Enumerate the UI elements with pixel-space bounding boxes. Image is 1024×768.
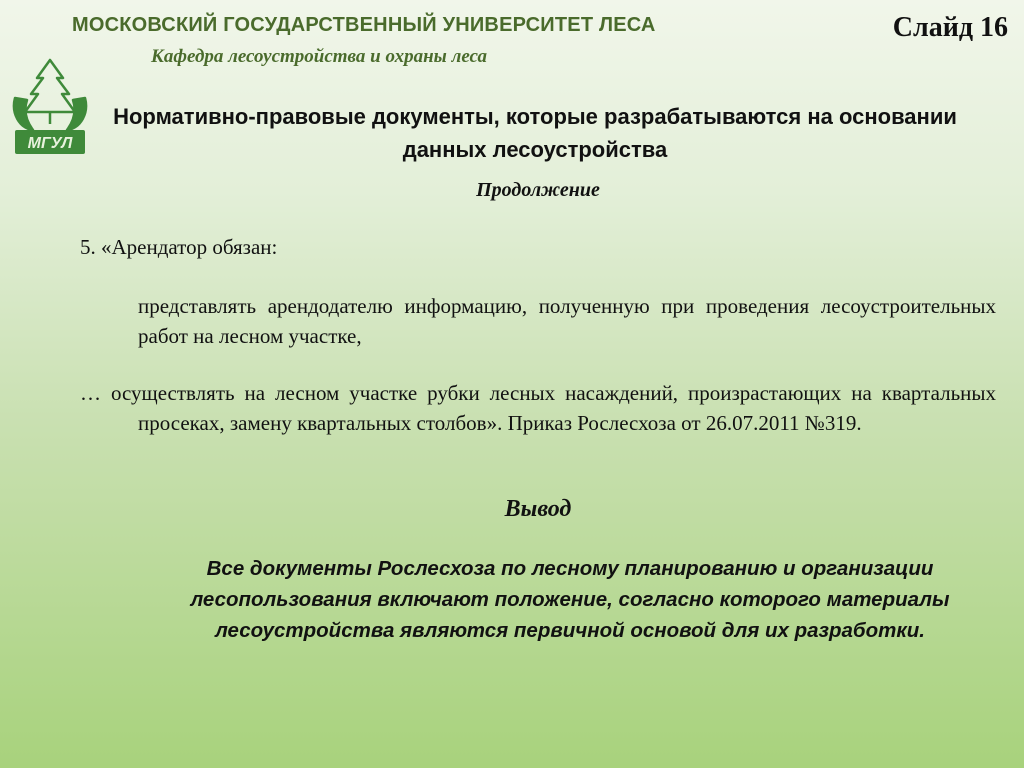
list-item-5: 5. «Арендатор обязан: bbox=[80, 235, 278, 259]
conclusion-heading: Вывод bbox=[504, 496, 572, 522]
paragraph-clearing-duties: … осуществлять на лесном участке рубки лесных насаждений, произрастающих на квартальных просеках, замену квартальных столбов». Приказ Рослесхоза от 26.07.2011 №319. bbox=[80, 381, 996, 435]
slide-title: Нормативно-правовые документы, которые разрабатываются на основании данных лесоустройства bbox=[113, 104, 957, 162]
continuation-label: Продолжение bbox=[476, 179, 600, 201]
department-name: Кафедра лесоустройства и охраны леса bbox=[151, 46, 487, 67]
conclusion-text: Все документы Рослесхоза по лесному планированию и организации лесопользования включают положение, согласно которого материалы лесоустройства являются первичной основой для их разработки. bbox=[190, 557, 950, 642]
mgul-tree-logo-icon bbox=[9, 58, 91, 158]
university-name: МОСКОВСКИЙ ГОСУДАРСТВЕННЫЙ УНИВЕРСИТЕТ ЛЕСА bbox=[72, 14, 656, 36]
svg-text:МГУЛ: МГУЛ bbox=[27, 135, 73, 152]
slide-number: Слайд 16 bbox=[892, 12, 1008, 43]
paragraph-provide-info: представлять арендодателю информацию, полученную при проведения лесоустроительных работ на лесном участке, bbox=[138, 294, 996, 348]
